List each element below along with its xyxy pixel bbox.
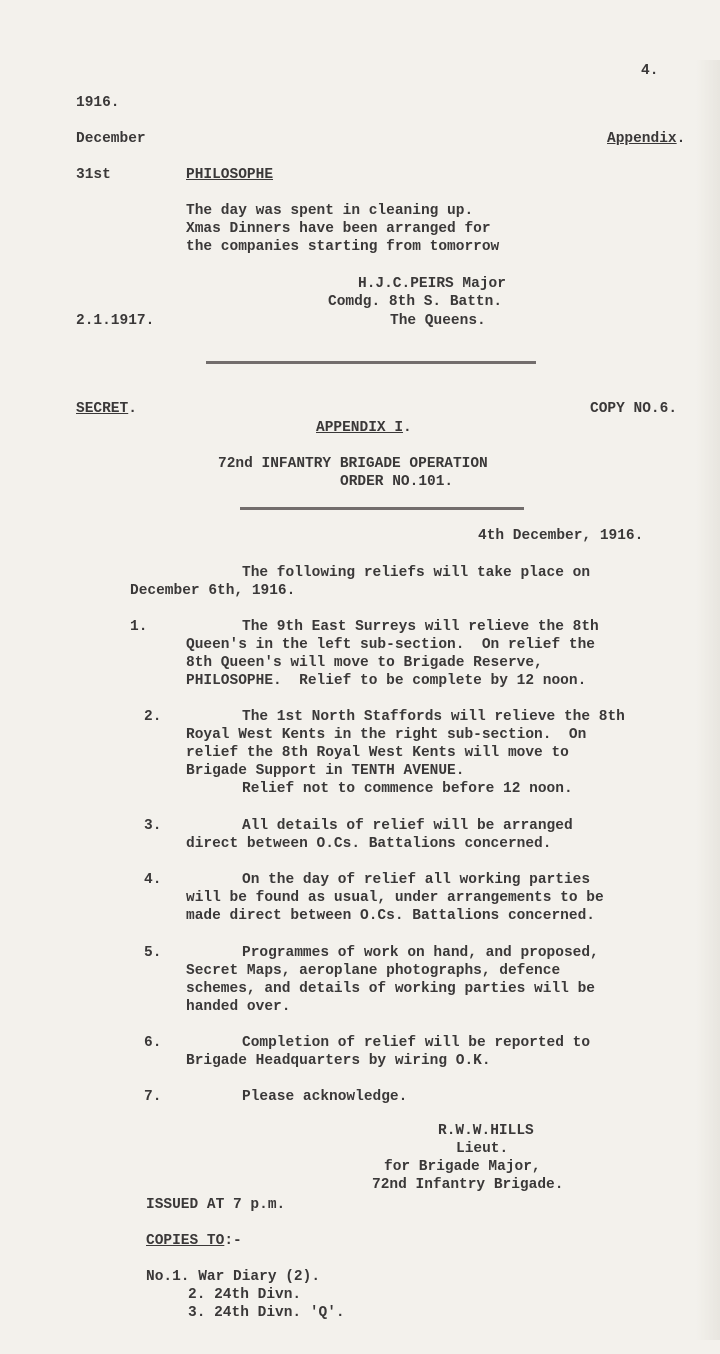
paragraph-number: 3. [144,818,162,834]
paragraph-line: relief the 8th Royal West Kents will move to [186,745,569,761]
paragraph-number: 1. [130,619,148,635]
entry-date: 2.1.1917. [76,313,155,329]
paragraph-line: Please acknowledge. [242,1089,408,1105]
entry-signature-line: H.J.C.PEIRS Major [358,276,506,292]
paragraph-number: 2. [144,709,162,725]
order-signature-line: for Brigade Major, [384,1159,541,1175]
paragraph-line: will be found as usual, under arrangements to be [186,890,604,906]
paragraph-line: Brigade Headquarters by wiring O.K. [186,1053,491,1069]
paragraph-line: Royal West Kents in the right sub-section. On [186,727,587,743]
entry-signature-line: Comdg. 8th S. Battn. [328,294,503,310]
entry-signature-line: The Queens. [390,313,486,329]
paragraph-line: The 1st North Staffords will relieve the 8th [242,709,625,725]
paragraph-number: 7. [144,1089,162,1105]
paragraph-line: On the day of relief all working parties [242,872,591,888]
year: 1916. [76,95,120,111]
paragraph-line: PHILOSOPHE. Relief to be complete by 12 noon. [186,673,587,689]
entry-day: 31st [76,167,111,183]
entry-text-line: The day was spent in cleaning up. [186,203,474,219]
paragraph-line: All details of relief will be arranged [242,818,573,834]
paragraph-line: handed over. [186,999,291,1015]
intro-line: December 6th, 1916. [130,583,296,599]
paragraph-line: Brigade Support in TENTH AVENUE. [186,763,465,779]
divider [240,507,524,510]
entry-text-line: the companies starting from tomorrow [186,239,500,255]
paragraph-number: 6. [144,1035,162,1051]
issued-time: ISSUED AT 7 p.m. [146,1197,286,1213]
entry-text-line: Xmas Dinners have been arranged for [186,221,491,237]
page-edge-shadow [696,60,720,1340]
page-number: 4. [641,63,659,79]
paragraph-line: Programmes of work on hand, and proposed, [242,945,599,961]
paragraph-line: made direct between O.Cs. Battalions concerned. [186,908,595,924]
paragraph-line: 8th Queen's will move to Brigade Reserve, [186,655,543,671]
paragraph-line: Queen's in the left sub-section. On relief the [186,637,595,653]
paragraph-line: The 9th East Surreys will relieve the 8th [242,619,599,635]
copy-list-item: 3. 24th Divn. 'Q'. [188,1305,345,1321]
order-signature-line: Lieut. [456,1141,509,1157]
paragraph-line: direct between O.Cs. Battalions concerned. [186,836,552,852]
paragraph-number: 4. [144,872,162,888]
paragraph-line: schemes, and details of working parties will be [186,981,595,997]
order-title-line1: 72nd INFANTRY BRIGADE OPERATION [218,456,488,472]
month: December [76,131,146,147]
copy-number: COPY NO.6. [590,401,678,417]
intro-line: The following reliefs will take place on [242,565,591,581]
appendix-title: APPENDIX I. [316,420,412,436]
paragraph-line: Completion of relief will be reported to [242,1035,591,1051]
secret-label: SECRET. [76,401,137,417]
order-date: 4th December, 1916. [478,528,644,544]
copy-list-item: 2. 24th Divn. [188,1287,302,1303]
order-signature-line: 72nd Infantry Brigade. [372,1177,564,1193]
paragraph-line: Relief not to commence before 12 noon. [242,781,573,797]
appendix-label: Appendix. [607,131,686,147]
entry-place: PHILOSOPHE [186,167,274,183]
paragraph-number: 5. [144,945,162,961]
copy-list-item: No.1. War Diary (2). [146,1269,321,1285]
paragraph-line: Secret Maps, aeroplane photographs, defence [186,963,561,979]
copies-to-label: COPIES TO:- [146,1233,242,1249]
order-title-line2: ORDER NO.101. [340,474,454,490]
order-signature-line: R.W.W.HILLS [438,1123,534,1139]
divider [206,361,536,364]
